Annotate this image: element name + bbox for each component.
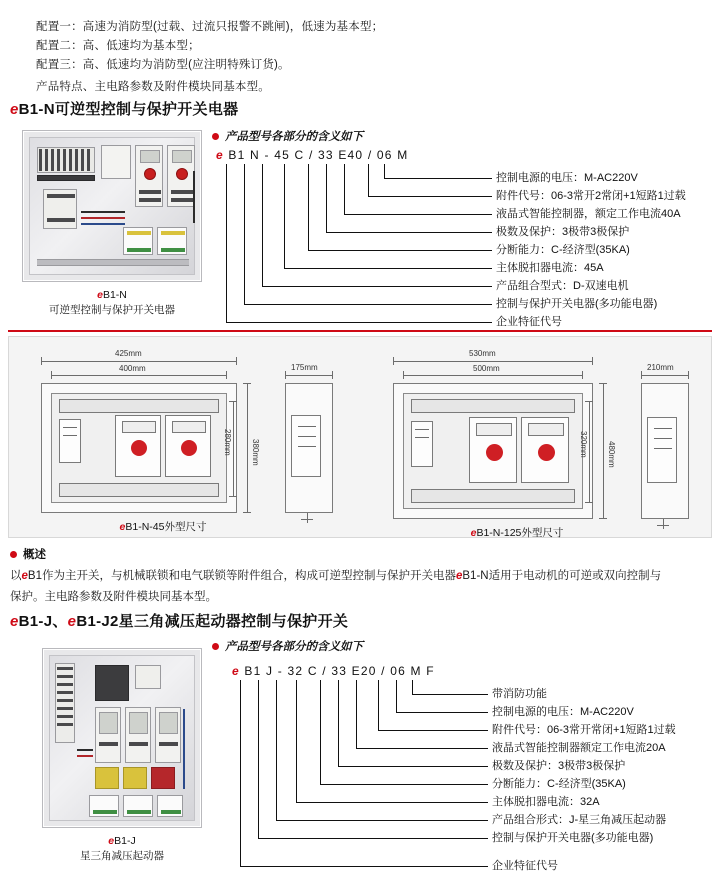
module-terminal: [93, 810, 117, 814]
dim-tick: [585, 401, 593, 402]
code-token: -: [264, 148, 270, 162]
dim-tick: [332, 371, 333, 379]
terminal-pin: [63, 149, 66, 171]
module-terminal: [161, 810, 181, 814]
config-line-1: 配置一：高速为消防型(过载、过流只报警不跳闸)，低速为基本型；: [36, 21, 384, 33]
detail-line: [63, 435, 77, 436]
dim-line: [403, 375, 583, 376]
bullet-dot-icon: [212, 133, 219, 140]
drawing-caption-right-text: B1-N-125外型尺寸: [476, 527, 564, 539]
leader-line: [384, 178, 492, 179]
unit-drawing-right: [165, 415, 211, 477]
module-terminal: [127, 231, 151, 235]
brand-e-icon: e: [10, 613, 19, 630]
leader-line: [320, 680, 321, 784]
dim-tick: [243, 512, 251, 513]
leader-line: [320, 784, 488, 785]
dim-tick: [243, 383, 251, 384]
dim-height-outer: 480mm: [607, 441, 616, 468]
drawing-eb1n-125: [375, 343, 705, 539]
dim-line-v: [233, 401, 234, 497]
leader-line: [296, 680, 297, 802]
caption-model: B1-N: [102, 289, 127, 301]
section1-legend-1: 控制电源的电压：M-AC220V: [496, 172, 638, 184]
wire: [77, 749, 93, 751]
brand-e-icon: e: [97, 289, 103, 301]
section1-legend-6: 主体脱扣器电流：45A: [496, 262, 604, 274]
terminal-strip-drawing: [59, 399, 219, 413]
dim-height-inner: 320mm: [579, 431, 588, 458]
module-terminal: [161, 248, 185, 252]
module-drawing: [411, 421, 433, 467]
leader-line: [296, 802, 488, 803]
dim-tick: [585, 502, 593, 503]
section2-legend-4: 液晶式智能控制器额定工作电流20A: [492, 742, 666, 754]
leader-line: [244, 304, 492, 305]
terminal-pin: [57, 707, 73, 710]
unit-knob: [131, 440, 147, 456]
section2-legend-1: 带消防功能: [492, 688, 547, 700]
dim-tick: [599, 518, 607, 519]
leader-line: [338, 766, 488, 767]
section2-legend-7: 主体脱扣器电流：32A: [492, 796, 600, 808]
code-token-e: e: [216, 148, 224, 162]
leader-line: [284, 268, 492, 269]
wire: [77, 755, 93, 757]
lcd-screen: [159, 712, 178, 734]
leader-line: [338, 680, 339, 766]
unit-lcd: [528, 423, 564, 436]
drawing-caption-left-text: B1-N-45外型尺寸: [125, 521, 207, 533]
leader-line: [276, 820, 488, 821]
code-token: 32: [287, 664, 304, 678]
leader-line: [412, 694, 488, 695]
dim-tick: [688, 371, 689, 379]
leader-line: [368, 164, 369, 196]
terminal-pin: [57, 683, 73, 686]
code-token: M: [410, 664, 422, 678]
section1-legend-8: 控制与保护开关电器(多功能电器): [496, 298, 658, 310]
center-mark: [657, 525, 669, 526]
relay-unit: [43, 189, 77, 229]
caption-desc: 星三角减压起动器: [80, 850, 164, 862]
leader-line: [262, 286, 492, 287]
side-view-unit: [647, 417, 677, 483]
unit-terminals: [159, 742, 178, 746]
section1-legend-9: 企业特征代号: [496, 316, 562, 328]
bottom-strip-drawing: [411, 489, 575, 503]
accessory-module-1: [89, 795, 119, 817]
unit-drawing-right: [521, 417, 569, 483]
terminal-pin: [81, 149, 84, 171]
main-unit-1: [95, 707, 121, 763]
terminal-pin: [39, 149, 42, 171]
code-token: N: [250, 148, 260, 162]
caption-model: B1-J: [114, 835, 136, 847]
leader-line: [284, 164, 285, 268]
leader-line: [356, 748, 488, 749]
wire: [81, 223, 125, 225]
wire: [81, 217, 125, 219]
detail-line: [298, 446, 316, 447]
main-unit-right: [167, 145, 195, 207]
unit-drawing-left: [115, 415, 161, 477]
terminal-pin: [57, 675, 73, 678]
dim-depth: 175mm: [291, 363, 318, 372]
code-token: /: [322, 664, 327, 678]
overview-bullet-text: 概述: [23, 549, 46, 561]
dim-line: [51, 375, 227, 376]
dim-line: [285, 375, 333, 376]
section2-code-bullet-text: 产品型号各部分的含义如下: [225, 641, 363, 653]
dim-line-v: [589, 401, 590, 503]
center-mark: [307, 513, 308, 523]
lcd-screen: [99, 712, 118, 734]
leader-line: [262, 164, 263, 286]
detail-line: [298, 436, 316, 437]
detail-line: [415, 429, 429, 430]
section2-model-code-diagram: [232, 664, 712, 880]
leader-line: [240, 680, 241, 866]
detail-line: [298, 426, 316, 427]
section1-legend-5: 分断能力：C-经济型(35KA): [496, 244, 630, 256]
code-token: 33: [331, 664, 348, 678]
unit-lcd: [476, 423, 512, 436]
overview-text-end: 保护。主电路参数及附件模块同基本型。: [10, 591, 217, 603]
dim-depth: 210mm: [647, 363, 674, 372]
product-photo-eb1n: [22, 130, 202, 282]
wire: [183, 709, 185, 789]
dim-line: [393, 361, 593, 362]
code-token: 33: [318, 148, 334, 162]
section1-legend-3: 液晶式智能控制器，额定工作电流40A: [496, 208, 681, 220]
overview-paragraph: [10, 566, 710, 608]
code-token: B1: [228, 148, 246, 162]
overview-bullet: [10, 546, 46, 562]
leader-line: [344, 214, 492, 215]
leader-line: [308, 250, 492, 251]
leader-line: [326, 232, 492, 233]
module-terminal: [127, 810, 151, 814]
section2-legend-9: 控制与保护开关电器(多功能电器): [492, 832, 654, 844]
terminal-pin: [57, 691, 73, 694]
center-mark: [301, 519, 313, 520]
unit-lcd: [122, 421, 156, 433]
unit-terminals: [171, 190, 193, 194]
config-features: 产品特点、主电路参数及附件模块同基本型。: [36, 81, 270, 93]
contactor: [95, 665, 129, 701]
dim-line: [641, 375, 689, 376]
center-mark: [663, 519, 664, 529]
din-rail: [37, 259, 189, 266]
section2-title-part2: B1-J2星三角减压起动器控制与保护开关: [76, 613, 349, 630]
terminal-pin: [57, 149, 60, 171]
wire: [193, 171, 195, 223]
section2-legend-3: 附件代号：06-3常开常闭+1短路1过载: [492, 724, 676, 736]
reset-knob: [176, 168, 188, 180]
leader-line: [226, 164, 227, 322]
section1-code-bullet-text: 产品型号各部分的含义如下: [225, 131, 363, 143]
code-token: J: [266, 664, 274, 678]
leader-line: [258, 838, 488, 839]
drawing-eb1n-45: [23, 343, 353, 533]
section1-code-bullet: [212, 128, 363, 144]
code-token: E40: [338, 148, 364, 162]
brand-e-icon: e: [67, 613, 77, 630]
overview-text-mid2: B1-N适用于电动机的可逆或双向控制与: [462, 570, 662, 582]
code-token: /: [308, 148, 314, 162]
section2-legend-6: 分断能力：C-经济型(35KA): [492, 778, 626, 790]
terminal-strip-drawing: [411, 399, 575, 413]
detail-line: [654, 428, 672, 429]
terminal-pin: [87, 149, 90, 171]
unit-lcd: [172, 421, 206, 433]
accessory-module-3: [157, 795, 183, 817]
code-token: /: [367, 148, 373, 162]
dim-tick: [226, 371, 227, 379]
dim-width-inner: 400mm: [119, 364, 146, 373]
section1-legend-4: 极数及保护：3极带3极保护: [496, 226, 630, 238]
leader-line: [308, 164, 309, 250]
section2-legend-8: 产品组合形式：J-星三角减压起动器: [492, 814, 667, 826]
terminal-pin: [75, 149, 78, 171]
dim-tick: [51, 371, 52, 379]
code-token: -: [277, 664, 283, 678]
code-token: 06: [390, 664, 406, 678]
photo-caption-eb1j: [42, 834, 202, 864]
leader-line: [412, 680, 413, 694]
section1-heading: [10, 98, 238, 119]
dim-width-outer: 530mm: [469, 349, 496, 358]
dim-tick: [641, 371, 642, 379]
dim-tick: [41, 357, 42, 365]
relay-terminals: [47, 194, 75, 198]
leader-line: [396, 680, 397, 712]
section2-code-bullet: [212, 638, 363, 654]
dimension-drawings-panel: [8, 336, 712, 538]
section1-model-code-diagram: [216, 148, 716, 328]
leader-line: [244, 164, 245, 304]
module-terminal: [161, 231, 185, 235]
code-token: E20: [351, 664, 377, 678]
bullet-dot-icon: [10, 551, 17, 558]
section2-legend-5: 极数及保护：3极带3极保护: [492, 760, 626, 772]
section2-heading: [10, 610, 348, 631]
brand-e-icon: e: [119, 521, 126, 533]
config-block: [36, 18, 696, 97]
product-photo-eb1j: [42, 648, 202, 828]
detail-line: [654, 438, 672, 439]
terminal-pin: [45, 149, 48, 171]
code-token: F: [426, 664, 435, 678]
dim-height-outer: 380mm: [251, 439, 260, 466]
lcd-screen: [172, 150, 192, 163]
drawing-caption-left: [63, 519, 263, 534]
section2-title-part1: B1-J、: [18, 613, 68, 630]
accessory-module-2: [123, 795, 153, 817]
dim-tick: [285, 371, 286, 379]
terminal-pin: [57, 715, 73, 718]
dim-line: [41, 361, 237, 362]
unit-terminals: [129, 742, 148, 746]
leader-line: [396, 712, 488, 713]
leader-line: [258, 680, 259, 838]
brand-e-icon: e: [108, 835, 115, 847]
code-token: /: [381, 664, 386, 678]
terminal-rail: [37, 175, 95, 181]
code-token: 45: [274, 148, 290, 162]
lcd-screen: [140, 150, 160, 163]
unit-terminals: [139, 198, 161, 202]
code-token: B1: [244, 664, 262, 678]
drawing-caption-right: [417, 525, 617, 540]
unit-terminals: [99, 742, 118, 746]
brand-e-icon: e: [10, 101, 19, 118]
controller-box: [101, 145, 131, 179]
main-unit-3: [155, 707, 181, 763]
code-token-e: e: [232, 664, 240, 678]
dim-tick: [599, 383, 607, 384]
terminal-pin: [57, 699, 73, 702]
dim-tick: [592, 357, 593, 365]
config-line-3: 配置三：高、低速均为消防型(应注明特殊订货)。: [36, 59, 290, 71]
wire: [81, 211, 125, 213]
unit-knob: [181, 440, 197, 456]
brand-e-icon: e: [21, 570, 28, 582]
yellow-module-2: [123, 767, 147, 789]
dim-tick: [393, 357, 394, 365]
terminal-pin: [69, 149, 72, 171]
unit-knob: [486, 444, 503, 461]
side-view-unit: [291, 415, 321, 477]
terminal-pin: [57, 667, 73, 670]
caption-desc: 可逆型控制与保护开关电器: [49, 304, 175, 316]
terminal-pin: [51, 149, 54, 171]
relay-terminals: [47, 218, 75, 222]
code-token: M: [397, 148, 409, 162]
red-module: [151, 767, 175, 789]
dim-line-v: [603, 383, 604, 519]
dim-height-inner: 280mm: [223, 429, 232, 456]
leader-line: [344, 164, 345, 214]
code-token: C: [307, 664, 318, 678]
yellow-module-1: [95, 767, 119, 789]
section1-legend-7: 产品组合型式：D-双速电机: [496, 280, 629, 292]
dim-line-v: [247, 383, 248, 513]
code-token: 06: [376, 148, 393, 162]
reset-knob: [144, 168, 156, 180]
section1-title: B1-N可逆型控制与保护开关电器: [18, 101, 239, 118]
brand-e-icon: e: [455, 570, 463, 582]
dim-width-inner: 500mm: [473, 364, 500, 373]
photo-caption-eb1n: [22, 288, 202, 318]
code-token: C: [294, 148, 305, 162]
bottom-strip-drawing: [59, 483, 219, 497]
terminal-pin: [57, 723, 73, 726]
dim-tick: [229, 401, 237, 402]
section1-code-string: [216, 148, 408, 162]
leader-line: [240, 866, 488, 867]
overview-text-mid: B1作为主开关，与机械联锁和电气联锁等附件组合，构成可逆型控制与保护开关电器: [27, 570, 456, 582]
section2-legend-2: 控制电源的电压：M-AC220V: [492, 706, 634, 718]
dim-tick: [236, 357, 237, 365]
unit-terminals: [171, 198, 193, 202]
leader-line: [356, 680, 357, 748]
leader-line: [378, 730, 488, 731]
main-unit-left: [135, 145, 163, 207]
leader-line: [276, 680, 277, 820]
accessory-module-left: [123, 227, 153, 255]
section2-code-string: [232, 664, 435, 678]
module-terminal: [127, 248, 151, 252]
dim-tick: [229, 496, 237, 497]
leader-line: [226, 322, 492, 323]
bullet-dot-icon: [212, 643, 219, 650]
section1-legend-2: 附件代号：06-3常开2常闭+1短路1过载: [496, 190, 686, 202]
lcd-screen: [129, 712, 148, 734]
section2-legend-10: 企业特征代号: [492, 860, 558, 872]
unit-knob: [538, 444, 555, 461]
leader-line: [384, 164, 385, 178]
dim-tick: [582, 371, 583, 379]
detail-line: [63, 427, 77, 428]
aux-module: [135, 665, 161, 689]
main-unit-2: [125, 707, 151, 763]
dim-width-outer: 425mm: [115, 349, 142, 358]
detail-line: [654, 448, 672, 449]
leader-line: [378, 680, 379, 730]
config-line-2: 配置二：高、低速均为基本型；: [36, 40, 200, 52]
unit-terminals: [139, 190, 161, 194]
detail-line: [415, 437, 429, 438]
unit-drawing-left: [469, 417, 517, 483]
section-divider: [8, 330, 712, 332]
overview-text-pre: 以: [10, 570, 22, 582]
brand-e-icon: e: [470, 527, 477, 539]
dim-tick: [403, 371, 404, 379]
accessory-module-right: [157, 227, 187, 255]
leader-line: [368, 196, 492, 197]
module-drawing: [59, 419, 81, 463]
leader-line: [326, 164, 327, 232]
